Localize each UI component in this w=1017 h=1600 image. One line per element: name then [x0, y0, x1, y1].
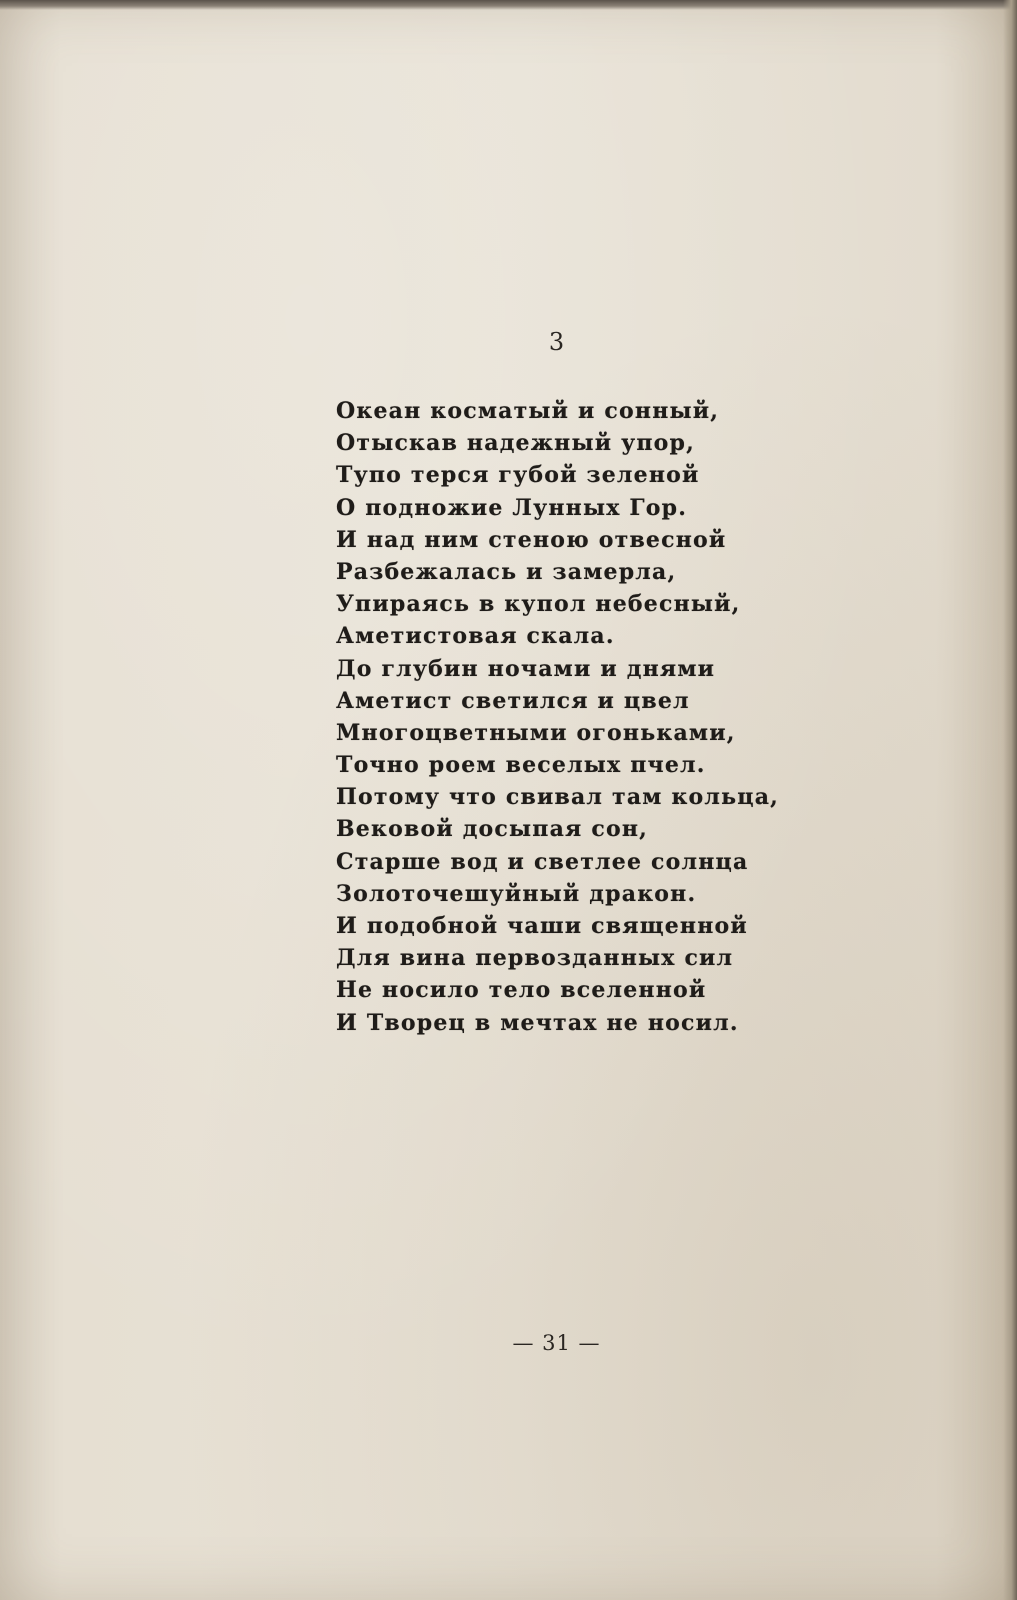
poem-line: О подножие Лунных Гор.	[336, 494, 688, 521]
poem-line: Не носило тело вселенной	[336, 977, 707, 1004]
page-top-edge	[0, 0, 1017, 10]
page-right-edge	[1003, 0, 1017, 1600]
poem-line: Аметистовая скала.	[336, 623, 615, 650]
poem-line: Разбежалась и замерла,	[336, 558, 677, 585]
poem-line: И Творец в мечтах не носил.	[336, 1009, 739, 1036]
poem-line: Потому что свивал там кольца,	[336, 784, 780, 811]
poem	[336, 395, 780, 1039]
poem-line: Для вина первозданных сил	[336, 945, 734, 972]
poem-line: Точно роем веселых пчел.	[336, 752, 706, 779]
poem-line: Золоточешуйный дракон.	[336, 880, 697, 907]
section-number: 3	[548, 328, 565, 356]
poem-line: И над ним стеною отвесной	[336, 526, 727, 553]
page-number: — 31 —	[512, 1331, 601, 1355]
poem-line: Старше вод и светлее солнца	[336, 848, 749, 875]
poem-line: Аметист светился и цвел	[336, 687, 690, 714]
poem-line: Тупо терся губой зеленой	[336, 462, 700, 489]
poem-line: Упираясь в купол небесный,	[336, 591, 741, 618]
poem-line: Отыскав надежный упор,	[336, 430, 695, 457]
poem-line: Вековой досыпая сон,	[336, 816, 648, 843]
poem-line: Многоцветными огоньками,	[336, 719, 736, 746]
poem-line: До глубин ночами и днями	[336, 655, 716, 682]
poem-line: Океан косматый и сонный,	[336, 398, 720, 424]
poem-line: И подобной чаши священной	[336, 913, 748, 939]
